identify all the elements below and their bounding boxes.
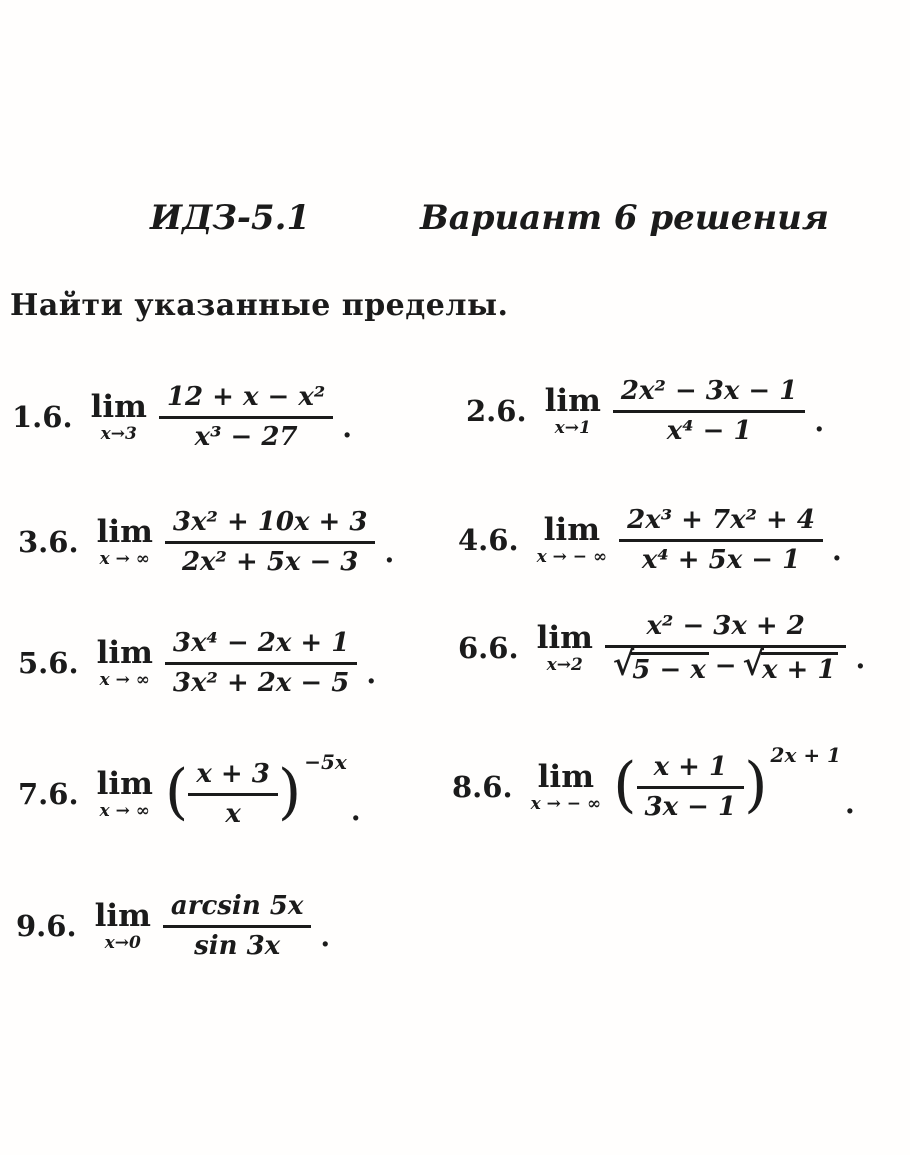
numerator: x² − 3x + 2 — [646, 611, 805, 641]
problem-number: 2.6. — [466, 394, 527, 429]
sentence-period: . — [350, 793, 361, 827]
limit-subscript: x → ∞ — [99, 669, 150, 690]
right-paren: ) — [277, 757, 302, 828]
problem-number: 4.6. — [458, 523, 519, 558]
limit-subscript: x→3 — [100, 423, 137, 444]
lim-word: lim — [96, 513, 153, 550]
denominator: x³ − 27 — [194, 421, 298, 452]
radicand: 5 − x — [631, 652, 708, 685]
sentence-period: . — [384, 535, 395, 569]
radicand: x + 1 — [761, 652, 838, 685]
sentence-period: . — [831, 533, 842, 567]
problem-number: 3.6. — [18, 525, 79, 560]
limit-subscript: x→1 — [554, 417, 591, 438]
assignment-code: ИДЗ-5.1 — [150, 198, 311, 238]
numerator: arcsin 5x — [170, 891, 304, 921]
denominator: 3x − 1 — [644, 791, 737, 822]
sentence-period: . — [814, 404, 825, 438]
sentence-period: . — [342, 410, 353, 444]
problem-3-6 — [18, 508, 394, 576]
exponent: −5x — [304, 750, 347, 774]
limit-operator — [96, 513, 153, 569]
fraction — [165, 629, 357, 697]
limit-operator — [96, 765, 153, 821]
numerator: 3x⁴ − 2x + 1 — [172, 628, 350, 658]
lim-word: lim — [96, 765, 153, 802]
problem-8-6 — [452, 743, 855, 822]
limit-operator — [96, 634, 153, 690]
problem-5-6 — [18, 629, 376, 697]
numerator: x + 1 — [653, 752, 728, 782]
numerator: 2x³ + 7x² + 4 — [627, 505, 815, 535]
right-paren: ) — [744, 750, 768, 821]
problem-number: 7.6. — [18, 777, 79, 812]
sentence-period: . — [366, 656, 377, 690]
problem-number: 5.6. — [18, 646, 79, 681]
lim-word: lim — [543, 511, 601, 548]
problem-7-6 — [18, 750, 361, 829]
limit-subscript: x→2 — [546, 654, 583, 675]
lim-word: lim — [94, 897, 151, 934]
limit-subscript: x → ∞ — [99, 548, 150, 569]
problem-1-6 — [12, 383, 352, 451]
numerator: 2x² − 3x − 1 — [620, 376, 798, 406]
denominator: 3x² + 2x − 5 — [172, 667, 350, 698]
fraction — [619, 506, 823, 574]
lim-word: lim — [96, 634, 153, 671]
denominator: x — [225, 798, 241, 829]
fraction — [159, 383, 333, 451]
problem-6-6 — [458, 612, 865, 684]
fraction — [613, 377, 805, 445]
problem-9-6 — [16, 892, 330, 960]
sentence-period: . — [844, 786, 855, 820]
limit-operator — [536, 619, 593, 675]
lim-word: lim — [536, 619, 593, 656]
problem-number: 8.6. — [452, 770, 513, 805]
fraction — [163, 892, 311, 960]
numerator: x + 3 — [196, 759, 270, 789]
lim-word: lim — [544, 382, 601, 419]
left-paren: ( — [164, 757, 189, 828]
sentence-period: . — [320, 919, 331, 953]
lim-word: lim — [90, 388, 147, 425]
lim-word: lim — [537, 758, 595, 795]
numerator: 12 + x − x² — [166, 382, 326, 412]
limit-operator — [94, 897, 151, 953]
sentence-period: . — [855, 641, 866, 675]
minus-operator: − — [714, 650, 737, 681]
limit-subscript: x → − ∞ — [536, 546, 608, 567]
numerator: 3x² + 10x + 3 — [172, 507, 368, 537]
problem-4-6 — [458, 506, 842, 574]
radical-sign: √ — [742, 643, 764, 683]
limit-operator — [90, 388, 147, 444]
fraction — [188, 760, 277, 828]
parenthesized-power — [613, 743, 841, 822]
limit-operator — [530, 758, 602, 814]
denominator-with-radicals — [605, 643, 847, 685]
problem-number: 6.6. — [458, 631, 519, 666]
limit-operator — [536, 511, 608, 567]
fraction — [637, 753, 745, 821]
denominator: x⁴ − 1 — [666, 415, 752, 446]
fraction — [605, 612, 847, 684]
denominator: x⁴ + 5x − 1 — [641, 544, 801, 575]
left-paren: ( — [613, 750, 637, 821]
problem-number: 1.6. — [12, 400, 73, 435]
limit-subscript: x → ∞ — [99, 800, 150, 821]
parenthesized-power — [164, 750, 347, 829]
square-root — [612, 643, 709, 685]
square-root — [742, 643, 839, 685]
problem-2-6 — [466, 377, 824, 445]
exponent: 2x + 1 — [770, 743, 841, 767]
problem-number: 9.6. — [16, 909, 77, 944]
limit-subscript: x→0 — [104, 932, 141, 953]
instruction-text: Найти указанные пределы. — [10, 288, 509, 323]
radical-sign: √ — [612, 643, 635, 683]
limit-operator — [544, 382, 601, 438]
limit-subscript: x → − ∞ — [530, 793, 602, 814]
denominator: sin 3x — [194, 930, 281, 961]
variant-title: Вариант 6 решения — [420, 198, 829, 238]
fraction — [165, 508, 376, 576]
denominator: 2x² + 5x − 3 — [181, 546, 359, 577]
